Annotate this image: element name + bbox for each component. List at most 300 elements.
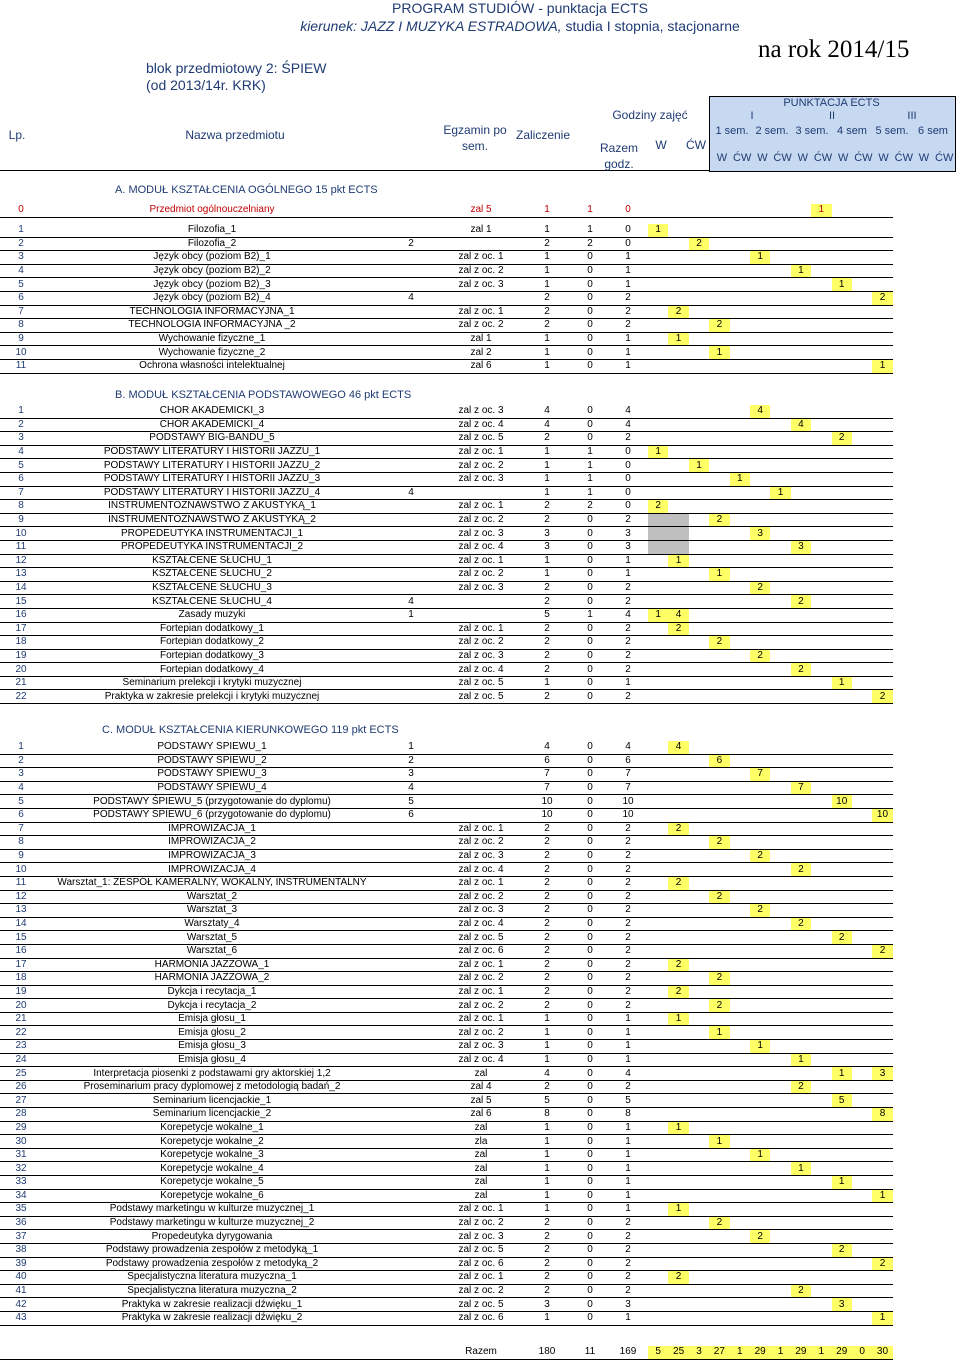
cell-ects bbox=[832, 1135, 852, 1149]
cell-ects bbox=[648, 359, 668, 373]
cell-ects bbox=[872, 781, 892, 795]
cell-rz: 2 bbox=[522, 904, 572, 918]
cell-cw: 0 bbox=[608, 486, 648, 500]
cell-ects bbox=[730, 1012, 750, 1026]
cell-ects bbox=[811, 1094, 831, 1108]
cell-ects bbox=[791, 459, 811, 473]
cell-ects bbox=[648, 1121, 668, 1135]
cell-ects bbox=[770, 445, 790, 459]
cell-ects bbox=[791, 278, 811, 292]
cell-ects bbox=[811, 608, 831, 622]
table-row bbox=[0, 636, 893, 650]
cell-eg bbox=[382, 1040, 440, 1054]
cell-ects bbox=[791, 1108, 811, 1122]
cell-ects bbox=[872, 1271, 892, 1285]
cell-ects bbox=[791, 237, 811, 251]
table-row bbox=[0, 741, 893, 754]
cell-lp: 6 bbox=[0, 291, 42, 305]
cell-lp: 0 bbox=[0, 204, 42, 217]
cell-cw: 1 bbox=[608, 1040, 648, 1054]
cell-lp: 20 bbox=[0, 999, 42, 1013]
cell-zal bbox=[440, 608, 522, 622]
cell-ects bbox=[730, 1067, 750, 1081]
cell-ects bbox=[852, 663, 872, 677]
cell-cw: 4 bbox=[608, 608, 648, 622]
cell-w: 0 bbox=[572, 1040, 608, 1054]
ects-sub-cw: ĆW bbox=[733, 152, 752, 164]
ects-sub-cw: ĆW bbox=[894, 152, 913, 164]
cell-ects bbox=[770, 1067, 790, 1081]
cell-nm: Korepetycje wokalne_3 bbox=[42, 1148, 382, 1162]
subtitle-rest: studia I stopnia, stacjonarne bbox=[561, 18, 740, 34]
cell-eg bbox=[382, 1189, 440, 1203]
cell-ects bbox=[811, 808, 831, 822]
cell-ects bbox=[668, 904, 688, 918]
cell-ects bbox=[689, 663, 709, 677]
cell-nm: PODSTAWY ŚPIEWU_3 bbox=[42, 768, 382, 782]
cell-ects bbox=[852, 527, 872, 541]
cell-nm: Podstawy prowadzenia zespołów z metodyką_1 bbox=[42, 1243, 382, 1257]
cell-ects bbox=[791, 472, 811, 486]
cell-ects bbox=[872, 319, 892, 333]
table-row bbox=[0, 958, 893, 972]
cell-ects bbox=[648, 1271, 668, 1285]
cell-ects bbox=[770, 332, 790, 346]
cell-ects bbox=[832, 581, 852, 595]
cell-ects bbox=[832, 649, 852, 663]
cell-ects bbox=[852, 1257, 872, 1271]
cell-ects bbox=[770, 1026, 790, 1040]
cell-rz: 2 bbox=[522, 931, 572, 945]
cell-w: 0 bbox=[572, 1121, 608, 1135]
cell-ects bbox=[852, 1040, 872, 1054]
cell-lp: 7 bbox=[0, 305, 42, 319]
cell-eg bbox=[382, 319, 440, 333]
cell-ects bbox=[791, 204, 811, 217]
cell-ects bbox=[730, 1148, 750, 1162]
table-row bbox=[0, 291, 893, 305]
cell-ects: 2 bbox=[689, 237, 709, 251]
cell-ects bbox=[832, 500, 852, 514]
cell-ects: 1 bbox=[730, 1346, 750, 1359]
cell-ects bbox=[811, 486, 831, 500]
cell-eg bbox=[382, 917, 440, 931]
cell-ects bbox=[832, 224, 852, 237]
cell-ects: 2 bbox=[791, 663, 811, 677]
cell-lp: 2 bbox=[0, 754, 42, 768]
cell-w: 0 bbox=[572, 264, 608, 278]
cell-nm: Korepetycje wokalne_6 bbox=[42, 1189, 382, 1203]
cell-ects bbox=[872, 876, 892, 890]
cell-ects bbox=[791, 1216, 811, 1230]
cell-w: 0 bbox=[572, 1094, 608, 1108]
cell-cw: 4 bbox=[608, 405, 648, 418]
cell-lp: 18 bbox=[0, 636, 42, 650]
cell-ects bbox=[811, 1311, 831, 1325]
cell-ects: 1 bbox=[872, 359, 892, 373]
cell-ects bbox=[811, 754, 831, 768]
cell-lp: 7 bbox=[0, 486, 42, 500]
cell-ects: 2 bbox=[750, 849, 770, 863]
cell-w: 0 bbox=[572, 985, 608, 999]
cell-w: 0 bbox=[572, 1053, 608, 1067]
cell-cw: 1 bbox=[608, 332, 648, 346]
cell-lp: 6 bbox=[0, 808, 42, 822]
cell-ects bbox=[872, 1243, 892, 1257]
cell-eg bbox=[382, 1230, 440, 1244]
cell-eg bbox=[382, 985, 440, 999]
cell-ects bbox=[648, 554, 668, 568]
cell-ects bbox=[750, 305, 770, 319]
cell-cw: 1 bbox=[608, 278, 648, 292]
cell-cw: 2 bbox=[608, 319, 648, 333]
table-row bbox=[0, 540, 893, 554]
cell-rz: 10 bbox=[522, 808, 572, 822]
cell-ects bbox=[709, 264, 729, 278]
cell-ects bbox=[852, 432, 872, 446]
cell-eg bbox=[382, 822, 440, 836]
cell-w: 0 bbox=[572, 849, 608, 863]
cell-ects bbox=[770, 1189, 790, 1203]
cell-ects bbox=[709, 1148, 729, 1162]
cell-nm: Dykcja i recytacja_2 bbox=[42, 999, 382, 1013]
cell-zal: zal z oc. 2 bbox=[440, 513, 522, 527]
cell-cw: 1 bbox=[608, 1012, 648, 1026]
cell-ects bbox=[770, 649, 790, 663]
cell-ects bbox=[852, 554, 872, 568]
table-row bbox=[0, 595, 893, 609]
cell-ects bbox=[668, 224, 688, 237]
cell-ects bbox=[648, 1257, 668, 1271]
cell-ects: 1 bbox=[648, 608, 668, 622]
cell-eg bbox=[382, 1176, 440, 1190]
cell-ects: 2 bbox=[668, 622, 688, 636]
cell-nm: INSTRUMENTOZNAWSTWO Z AKUSTYKĄ_2 bbox=[42, 513, 382, 527]
cell-ects bbox=[832, 486, 852, 500]
cell-ects bbox=[770, 944, 790, 958]
cell-ects bbox=[730, 319, 750, 333]
cell-ects bbox=[709, 554, 729, 568]
cell-cw: 2 bbox=[608, 1216, 648, 1230]
cell-ects bbox=[689, 781, 709, 795]
cell-cw: 2 bbox=[608, 690, 648, 704]
cell-eg: 4 bbox=[382, 595, 440, 609]
cell-eg bbox=[382, 836, 440, 850]
cell-lp: 17 bbox=[0, 622, 42, 636]
cell-ects: 1 bbox=[668, 1012, 688, 1026]
cell-nm: Korepetycje wokalne_4 bbox=[42, 1162, 382, 1176]
cell-ects bbox=[872, 649, 892, 663]
table-row bbox=[0, 359, 893, 373]
cell-zal: zal z oc. 2 bbox=[440, 264, 522, 278]
cell-ects bbox=[791, 649, 811, 663]
cell-ects: 1 bbox=[791, 264, 811, 278]
cell-ects: 2 bbox=[832, 432, 852, 446]
cell-ects bbox=[730, 1176, 750, 1190]
subtitle-field: kierunek: JAZZ I MUZYKA ESTRADOWA, bbox=[300, 18, 562, 34]
cell-w: 0 bbox=[572, 931, 608, 945]
cell-ects bbox=[750, 890, 770, 904]
year-1-label: I bbox=[750, 110, 754, 122]
cell-ects bbox=[872, 836, 892, 850]
cell-w: 0 bbox=[572, 359, 608, 373]
table-row bbox=[0, 890, 893, 904]
cell-ects bbox=[689, 795, 709, 809]
cell-ects bbox=[832, 608, 852, 622]
cell-ects: 2 bbox=[709, 636, 729, 650]
cell-ects: 2 bbox=[709, 836, 729, 850]
cell-lp: 8 bbox=[0, 500, 42, 514]
cell-ects bbox=[689, 649, 709, 663]
cell-zal bbox=[440, 754, 522, 768]
cell-ects bbox=[730, 1135, 750, 1149]
table-row bbox=[0, 264, 893, 278]
cell-cw: 2 bbox=[608, 958, 648, 972]
cell-ects bbox=[832, 405, 852, 418]
cell-cw: 4 bbox=[608, 418, 648, 432]
cell-zal: zal z oc. 5 bbox=[440, 432, 522, 446]
cell-ects bbox=[709, 1176, 729, 1190]
cell-ects bbox=[730, 1040, 750, 1054]
cell-ects bbox=[648, 319, 668, 333]
cell-eg bbox=[382, 849, 440, 863]
cell-nm: Warsztaty_4 bbox=[42, 917, 382, 931]
col-godziny-header: Godziny zajęć bbox=[612, 108, 688, 122]
cell-rz: 2 bbox=[522, 1271, 572, 1285]
cell-ects bbox=[770, 768, 790, 782]
cell-ects bbox=[811, 405, 831, 418]
cell-cw: 4 bbox=[608, 1067, 648, 1081]
cell-ects bbox=[791, 795, 811, 809]
cell-ects bbox=[832, 472, 852, 486]
cell-ects bbox=[750, 278, 770, 292]
cell-w: 0 bbox=[572, 890, 608, 904]
table-row bbox=[0, 1298, 893, 1312]
cell-ects bbox=[811, 1176, 831, 1190]
cell-ects bbox=[750, 1216, 770, 1230]
table-row bbox=[0, 305, 893, 319]
cell-w: 0 bbox=[572, 554, 608, 568]
cell-ects bbox=[750, 359, 770, 373]
cell-w: 0 bbox=[572, 1148, 608, 1162]
cell-w: 0 bbox=[572, 808, 608, 822]
cell-ects bbox=[770, 690, 790, 704]
cell-ects bbox=[832, 836, 852, 850]
cell-zal: zal z oc. 4 bbox=[440, 540, 522, 554]
cell-ects bbox=[750, 985, 770, 999]
cell-ects bbox=[750, 204, 770, 217]
cell-ects bbox=[689, 500, 709, 514]
cell-cw: 2 bbox=[608, 1271, 648, 1285]
cell-ects: 1 bbox=[750, 251, 770, 265]
cell-lp: 42 bbox=[0, 1298, 42, 1312]
cell-ects bbox=[730, 741, 750, 754]
cell-eg bbox=[382, 445, 440, 459]
cell-nm: PROPEDEUTYKA INSTRUMENTACJI_2 bbox=[42, 540, 382, 554]
cell-lp: 36 bbox=[0, 1216, 42, 1230]
cell-zal: zal z oc. 2 bbox=[440, 836, 522, 850]
cell-ects bbox=[750, 999, 770, 1013]
cell-w: 0 bbox=[572, 944, 608, 958]
table-row bbox=[0, 1108, 893, 1122]
cell-ects bbox=[730, 1094, 750, 1108]
cell-ects bbox=[770, 459, 790, 473]
cell-zal: zal z oc. 3 bbox=[440, 1040, 522, 1054]
cell-ects bbox=[750, 636, 770, 650]
cell-ects bbox=[689, 985, 709, 999]
cell-ects bbox=[872, 472, 892, 486]
table-row bbox=[0, 1243, 893, 1257]
cell-zal: zal z oc. 3 bbox=[440, 1230, 522, 1244]
cell-ects bbox=[730, 690, 750, 704]
cell-lp: 19 bbox=[0, 985, 42, 999]
cell-zal: zal z oc. 5 bbox=[440, 931, 522, 945]
cell-ects bbox=[852, 636, 872, 650]
cell-lp: 16 bbox=[0, 608, 42, 622]
cell-ects bbox=[832, 305, 852, 319]
cell-ects bbox=[648, 527, 668, 541]
cell-ects bbox=[750, 1108, 770, 1122]
cell-nm: IMPROWIZACJA_1 bbox=[42, 822, 382, 836]
cell-eg bbox=[382, 1067, 440, 1081]
cell-ects bbox=[791, 305, 811, 319]
cell-zal: zal z oc. 2 bbox=[440, 1284, 522, 1298]
cell-eg: 2 bbox=[382, 754, 440, 768]
cell-ects bbox=[872, 663, 892, 677]
cell-ects bbox=[648, 781, 668, 795]
cell-ects bbox=[791, 1271, 811, 1285]
cell-ects bbox=[730, 405, 750, 418]
cell-ects bbox=[770, 972, 790, 986]
cell-ects bbox=[689, 1243, 709, 1257]
ects-sub-cw: ĆW bbox=[813, 152, 833, 164]
cell-ects bbox=[872, 1121, 892, 1135]
cell-ects: 2 bbox=[668, 876, 688, 890]
cell-ects bbox=[832, 1257, 852, 1271]
cell-w: 0 bbox=[572, 1203, 608, 1217]
table-row bbox=[0, 1135, 893, 1149]
cell-ects bbox=[811, 224, 831, 237]
cell-nm: PODSTAWY ŚPIEWU_4 bbox=[42, 781, 382, 795]
cell-rz: 2 bbox=[522, 636, 572, 650]
cell-ects bbox=[770, 808, 790, 822]
cell-w: 0 bbox=[572, 1026, 608, 1040]
cell-ects bbox=[770, 1121, 790, 1135]
cell-ects bbox=[852, 958, 872, 972]
cell-ects bbox=[872, 904, 892, 918]
cell-ects bbox=[709, 1271, 729, 1285]
cell-ects bbox=[811, 1040, 831, 1054]
cell-ects bbox=[709, 1162, 729, 1176]
cell-ects bbox=[668, 781, 688, 795]
cell-cw: 2 bbox=[608, 1230, 648, 1244]
cell-w: 1 bbox=[572, 224, 608, 237]
cell-ects bbox=[648, 754, 668, 768]
cell-zal: zal z oc. 3 bbox=[440, 527, 522, 541]
cell-ects bbox=[709, 472, 729, 486]
table-row bbox=[0, 278, 893, 292]
cell-ects bbox=[770, 1311, 790, 1325]
cell-lp: 4 bbox=[0, 445, 42, 459]
cell-ects bbox=[872, 346, 892, 360]
cell-eg bbox=[382, 418, 440, 432]
cell-ects bbox=[872, 999, 892, 1013]
cell-ects bbox=[668, 346, 688, 360]
table-row bbox=[0, 795, 893, 809]
cell-ects bbox=[668, 319, 688, 333]
cell-ects bbox=[730, 999, 750, 1013]
cell-ects bbox=[832, 1271, 852, 1285]
cell-ects bbox=[750, 1176, 770, 1190]
cell-ects bbox=[750, 1243, 770, 1257]
cell-rz: 1 bbox=[522, 204, 572, 217]
cell-cw: 2 bbox=[608, 972, 648, 986]
cell-ects: 2 bbox=[668, 305, 688, 319]
cell-ects bbox=[750, 1012, 770, 1026]
cell-zal: zal z oc. 5 bbox=[440, 1298, 522, 1312]
cell-ects bbox=[791, 890, 811, 904]
cell-nm: Język obcy (poziom B2)_1 bbox=[42, 251, 382, 265]
cell-ects bbox=[791, 931, 811, 945]
cell-zal: zal z oc. 5 bbox=[440, 676, 522, 690]
table-row bbox=[0, 904, 893, 918]
cell-rz: 5 bbox=[522, 1094, 572, 1108]
cell-ects: 2 bbox=[668, 958, 688, 972]
cell-ects bbox=[811, 822, 831, 836]
cell-ects bbox=[770, 595, 790, 609]
cell-ects bbox=[811, 237, 831, 251]
cell-ects bbox=[872, 931, 892, 945]
cell-ects bbox=[689, 754, 709, 768]
cell-ects bbox=[791, 808, 811, 822]
table-row bbox=[0, 1230, 893, 1244]
cell-ects bbox=[852, 931, 872, 945]
cell-ects bbox=[852, 237, 872, 251]
cell-nm: Język obcy (poziom B2)_3 bbox=[42, 278, 382, 292]
cell-ects: 2 bbox=[791, 595, 811, 609]
ects-sub-w: W bbox=[878, 152, 889, 164]
cell-zal: zal z oc. 4 bbox=[440, 663, 522, 677]
cell-ects bbox=[852, 445, 872, 459]
cell-ects: 1 bbox=[648, 224, 668, 237]
cell-ects bbox=[770, 291, 790, 305]
cell-ects bbox=[770, 890, 790, 904]
cell-cw: 1 bbox=[608, 1121, 648, 1135]
cell-ects bbox=[709, 1080, 729, 1094]
cell-ects bbox=[750, 472, 770, 486]
cell-lp: 35 bbox=[0, 1203, 42, 1217]
cell-eg bbox=[382, 459, 440, 473]
col-egzamin-header: Egzamin po sem. bbox=[443, 123, 507, 153]
cell-ects bbox=[872, 1176, 892, 1190]
cell-ects bbox=[852, 278, 872, 292]
cell-ects: 1 bbox=[811, 1346, 831, 1359]
cell-nm: Korepetycje wokalne_5 bbox=[42, 1176, 382, 1190]
cell-lp: 24 bbox=[0, 1053, 42, 1067]
cell-zal: zal 2 bbox=[440, 346, 522, 360]
cell-w: 1 bbox=[572, 472, 608, 486]
cell-eg bbox=[382, 1026, 440, 1040]
cell-ects: 1 bbox=[832, 1067, 852, 1081]
cell-rz: 1 bbox=[522, 224, 572, 237]
cell-nm: Warsztat_3 bbox=[42, 904, 382, 918]
cell-ects bbox=[832, 1162, 852, 1176]
cell-ects bbox=[668, 581, 688, 595]
cell-eg: 1 bbox=[382, 741, 440, 754]
cell-eg bbox=[382, 1148, 440, 1162]
cell-ects bbox=[648, 251, 668, 265]
cell-zal: zal z oc. 3 bbox=[440, 278, 522, 292]
